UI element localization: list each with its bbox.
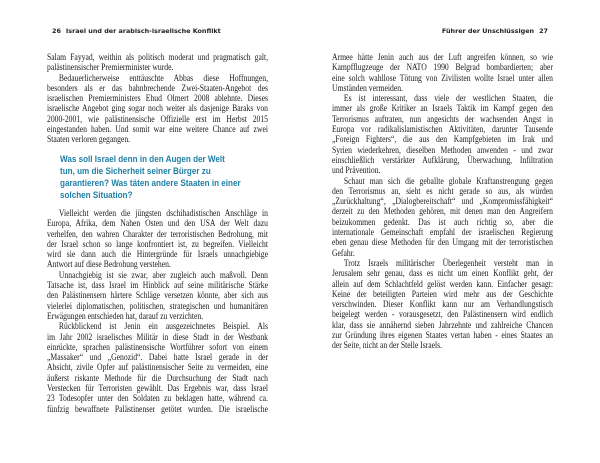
text-line: Salam Fayyad, weithin als politisch moderat und pragmatisch galt, [47,52,268,62]
body-text-block [47,208,268,414]
text-line: israelische Angebot ging sogar noch weiter als dasjenige Baraks von [47,103,268,114]
paragraph [332,258,553,351]
text-line: Gefahr. [332,247,355,258]
text-line: den Terrorismus an, sieht es nicht gerade so aus, als würden [332,185,553,196]
text-line: und Prävention. [332,165,381,176]
text-line: Es ist interessant, dass viele der westlichen Staaten, die [343,93,553,104]
paragraph [47,321,268,414]
text-line: Armee hätte Jenin auch aus der Luft angreifen können, so wie [332,52,553,62]
text-line: klar, dass sie annähernd sieben Jahrzehnte und zahlreiche Chancen [332,319,553,330]
text-line: Antwort auf diese Bedrohung verstehen. [47,259,171,270]
text-line: Jerusalem sehr genau, dass es nicht um einen Konflikt geht, der [332,268,553,279]
question-line: tun, um die Sicherheit seiner Bürger zu [60,166,211,176]
text-line: Unnachgiebig ist sie zwar, aber zugleich auch maßvoll. Denn [58,269,269,280]
text-line: Schaut man sich die geballte globale Kraftanstrengung gegen [343,175,553,186]
page-number: 27 [539,27,548,35]
page-number: 26 [52,27,61,35]
running-head-left [47,27,221,35]
text-line: Terrorismus auftraten, nun angesichts der wachsenden Angst in [332,113,553,124]
text-line: äußerst riskante Methode für die Durchsuchung der Stadt nach [47,372,268,383]
text-line: Staaten verloren gegangen. [47,134,131,145]
text-line: den Palästinensern härtere Schläge versetzen könnte, aber sich aus [47,290,268,301]
text-line: Bedauerlicherweise enttäuschte Abbas diese Hoffnungen, [58,72,269,83]
text-line: internationale Gemeinschaft empfahl der israelischen Regierung [332,227,553,238]
paragraph [332,93,553,175]
text-line: eine solch wahllose Tötung von Zivilisten wollte Israel unter allen [332,72,553,83]
paragraph [47,52,268,73]
text-line: eingestanden haben. Und somit war eine weitere Chance auf zwei [47,124,268,135]
text-line: vielerlei diplomatischen, politischen, strategischen und humanitären [47,300,268,311]
text-line: Trotz Israels militärischer Überlegenheit versteht man in [343,257,553,268]
running-head-title: Israel und der arabisch-israelische Konflikt [65,27,221,35]
text-line: „Zurückhaltung“, „Dialogbereitschaft“ und „Kompromissfähigkeit“ [332,196,553,207]
text-line: Erwägungen entschieden hat, darauf zu verzichten. [47,310,204,321]
text-line: Tatsache ist, dass Israel im Hinblick auf seine militärische Stärke [47,280,268,291]
paragraph [332,52,553,93]
text-line: Vielleicht werden die jüngsten dschihadistischen Anschläge in [58,208,269,218]
text-line: derzeit zu den Methoden gehören, mit denen man den Angreifern [332,206,553,217]
text-line: 2000-2001, wie palästinensische Offizielle erst im Herbst 2015 [47,113,268,124]
text-line: Absicht, zivile Opfer auf palästinensischer Seite zu vermeiden, eine [47,362,268,373]
paragraph [47,73,268,145]
paragraph [332,176,553,258]
right-page [300,0,600,463]
question-heading [60,153,269,201]
text-line: israelischen Premierministers Ehud Olmert 2008 ablehnte. Dieses [47,93,268,104]
text-line: Kampfflugzeuge der NATO 1990 Belgrad bombardierten; aber [332,62,553,73]
text-line: Keine der beteiligten Parteien wird mehr aus der Geschichte [332,288,553,299]
text-line: palästinensischer Premierminister wurde. [47,62,174,73]
text-line: zur Gründung ihres eigenen Staates vertan haben - eines Staates an [332,330,553,341]
text-line: Verstecken für Terroristen gewählt. Das Ergebnis war, dass Israel [47,383,268,394]
text-line: besonders als er das bahnbrechende Zwei-Staaten-Angebot des [47,82,268,93]
text-line: beizukommen gedenkt. Das ist auch richtig so, aber die [332,216,553,227]
text-line: immer als große Kritiker an Israels Taktik im Kampf gegen den [332,103,553,114]
paragraph [47,270,268,321]
text-line: einschließlich verstärkter Aufklärung, Überwachung, Infiltration [332,154,553,165]
text-line: Syrien wiederkehren, dieselben Methoden anwenden - und zwar [332,144,553,155]
text-line: wird sie dann auch die Hintergründe für Israels unnachgiebige [47,249,268,260]
text-line: „Foreign Fighters“, die aus den Kampfgebieten im Irak und [332,134,553,145]
paragraph [47,208,268,270]
body-text-block [47,52,268,145]
running-head-title: Führer der Unschlüssigen [441,27,535,35]
text-line: der Israel schon so lange konfrontiert ist, zu begreifen. Vielleicht [47,238,268,249]
text-line: verhelfen, den wahren Charakter der terroristischen Bedrohung, mit [47,228,268,239]
text-line: Europa, Afrika, dem Nahen Osten und den USA der Welt dazu [47,218,268,229]
text-line: fünfzig bewaffnete Palästinenser getötet wurden. Die israelische [47,403,268,414]
text-line: Europa vor radikalislamistischen Aktivitäten, darunter Tausende [332,124,553,135]
text-line: der Seite, nicht an der Stelle Israels. [332,340,443,351]
text-line: „Massaker“ und „Genozid“. Dabei hatte Israel gerade in der [47,352,268,363]
text-line: im Jahr 2002 israelisches Militär in diese Stadt in der Westbank [47,331,268,342]
text-line: einrückte, sprachen palästinensische Wortführer sofort von einem [47,341,268,352]
text-line: Umständen vermeiden. [332,82,403,93]
text-line: beigelegt werden - vorausgesetzt, den Palästinensern wird endlich [332,309,553,320]
body-text-block [332,52,553,351]
question-line: garantieren? Was täten andere Staaten in einer [60,178,241,188]
text-line: 23 Todesopfer unter den Soldaten zu beklagen hatte, während ca. [47,393,268,404]
text-line: verschwinden. Dieser Konflikt kann nur am Verhandlungstisch [332,299,553,310]
question-line: solchen Situation? [60,190,133,200]
text-line: eben genau diese Methoden für den Umgang mit der terroristischen [332,237,553,248]
running-head-right [442,27,553,35]
question-line: Was soll Israel denn in den Augen der Welt [60,154,225,164]
text-line: allein auf dem Schlachtfeld gelöst werden kann. Einfacher gesagt: [332,278,553,289]
text-line: Rückblickend ist Jenin ein ausgezeichnetes Beispiel. Als [58,321,269,332]
